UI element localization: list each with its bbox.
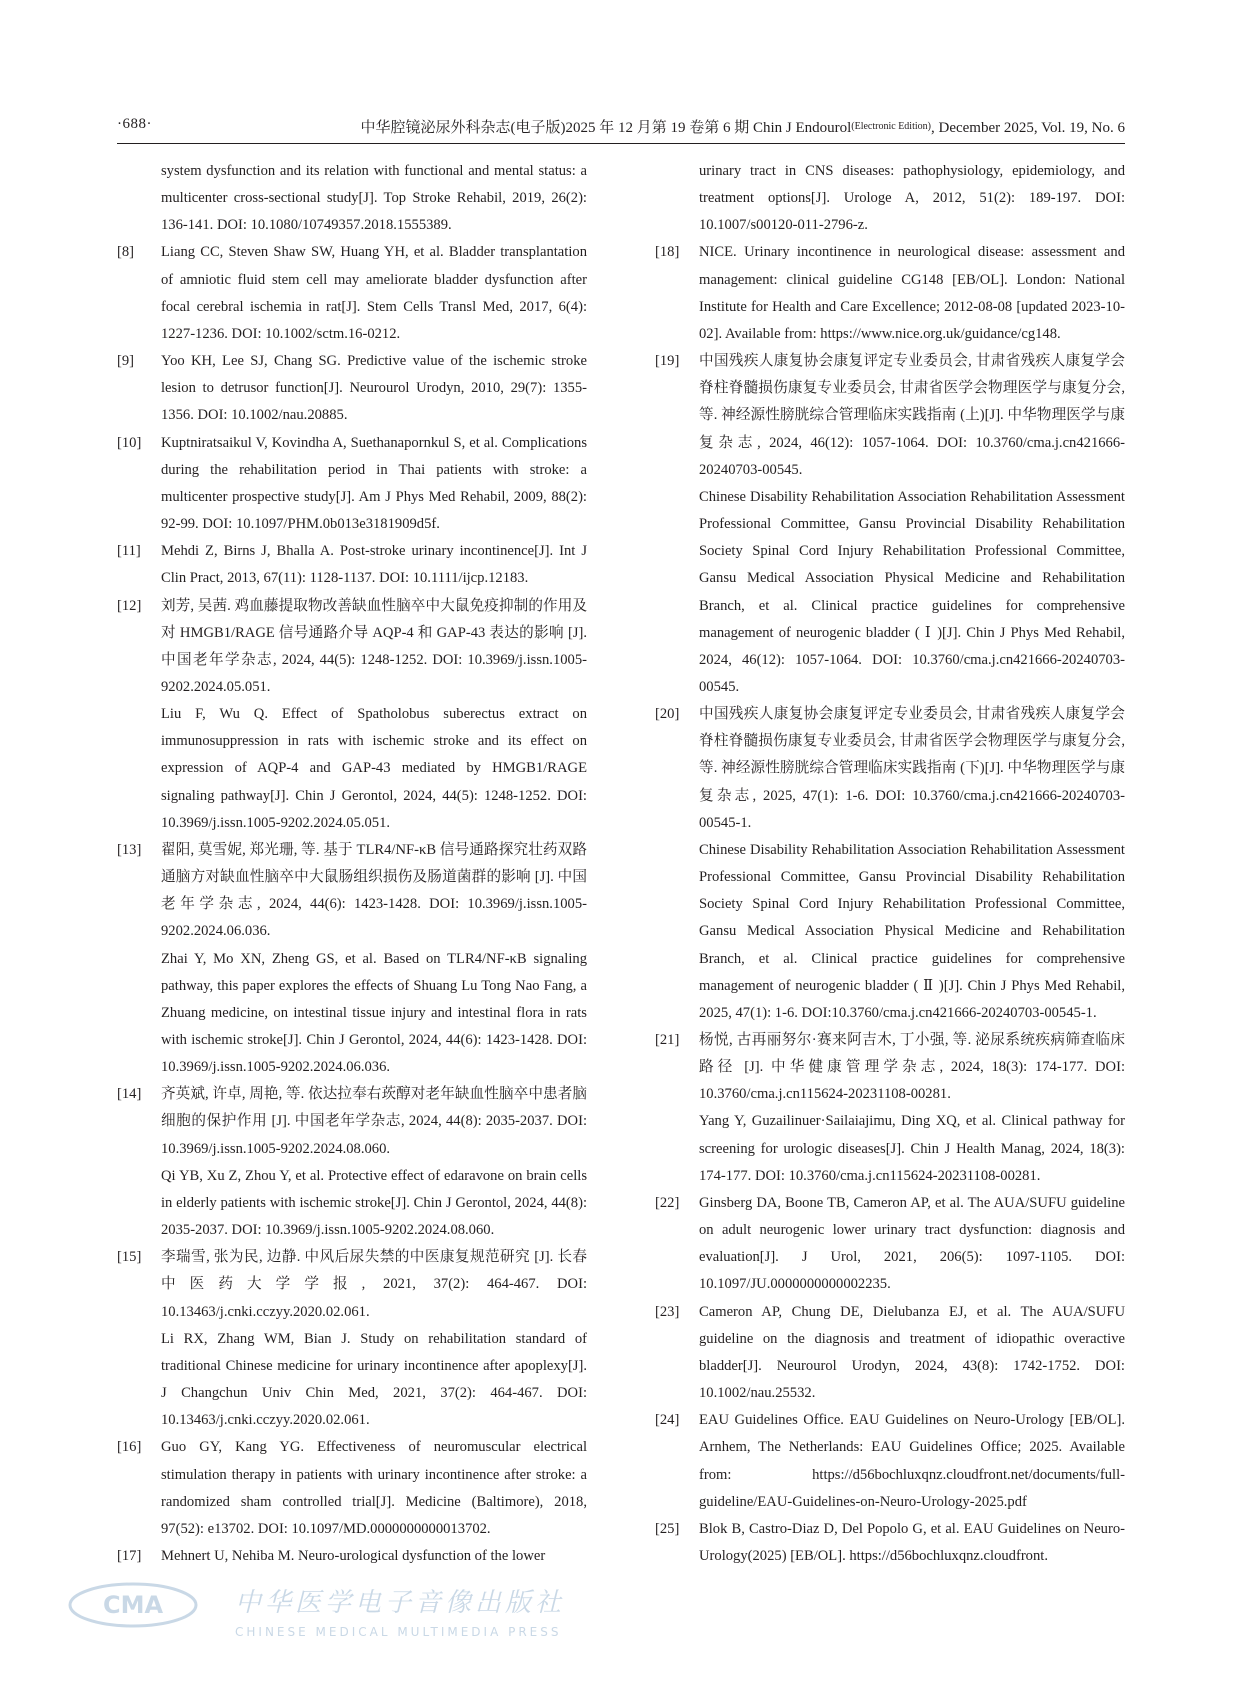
reference-column-left [117, 158, 587, 1570]
reference-text: 中国残疾人康复协会康复评定专业委员会, 甘肃省残疾人康复学会脊柱脊髓损伤康复专业委员会, 甘肃省医学会物理医学与康复分会, 等. 神经源性膀胱综合管理临床实践指南 (上)[J]. 中华物理医学与康复杂志, 2024, 46(12): 1057-1064. DOI: 10.3760/cma.j.cn421666-20240703-00545. [699, 353, 1125, 478]
reference-text: 李瑞雪, 张为民, 边静. 中风后尿失禁的中医康复规范研究 [J]. 长春中医药大学学报, 2021, 37(2): 464-467. DOI: 10.13463/j.cnki.cczyy.2020.02.061. [161, 1249, 587, 1320]
reference-item [655, 1299, 1125, 1408]
reference-number: [10] [117, 434, 142, 451]
publisher-name-en: CHINESE MEDICAL MULTIMEDIA PRESS [235, 1625, 562, 1639]
reference-item [117, 348, 587, 429]
reference-number: [23] [655, 1303, 680, 1320]
reference-text: Yoo KH, Lee SJ, Chang SG. Predictive value of the ischemic stroke lesion to detrusor function[J]. Neurourol Urodyn, 2010, 29(7): 1355-1356. DOI: 10.1002/nau.20885. [161, 353, 587, 424]
reference-number: [18] [655, 244, 680, 261]
reference-number: [17] [117, 1547, 142, 1564]
reference-item [655, 701, 1125, 1027]
reference-number: [14] [117, 1086, 142, 1103]
reference-text: EAU Guidelines Office. EAU Guidelines on Neuro-Urology [EB/OL]. Arnhem, The Netherlands: EAU Guidelines Office; 2025. Available from: https://d56bochluxqnz.cloudfront.net/documents/full-guideline/EAU-Guidelines-on-Neuro-Urology-2025.pdf [699, 1412, 1125, 1510]
reference-text: Qi YB, Xu Z, Zhou Y, et al. Protective effect of edaravone on brain cells in elderly patients with ischemic stroke[J]. Chin J Gerontol, 2024, 44(8): 2035-2037. DOI: 10.3969/j.issn.1005-9202.2024.08.060. [161, 1167, 587, 1239]
journal-date: , December 2025, Vol. 19, No. 6 [930, 120, 1125, 136]
journal-citation [360, 116, 1125, 137]
reference-text: urinary tract in CNS diseases: pathophysiology, epidemiology, and treatment options[J]. Urologe A, 2012, 51(2): 189-197. DOI: 10.1007/s00120-011-2796-z. [699, 163, 1125, 234]
reference-text: Mehdi Z, Birns J, Bhalla A. Post-stroke urinary incontinence[J]. Int J Clin Pract, 2013, 67(11): 1128-1137. DOI: 10.1111/ijcp.12183. [161, 543, 587, 587]
header-rule [117, 143, 1125, 144]
reference-text: Kuptniratsaikul V, Kovindha A, Suethanapornkul S, et al. Complications during the rehabilitation period in Thai patients with stroke: a multicenter prospective study[J]. Am J Phys Med Rehabil, 2009, 88(2): 92-99. DOI: 10.1097/PHM.0b013e3181909d5f. [161, 434, 587, 533]
reference-item [655, 239, 1125, 348]
reference-item [117, 1081, 587, 1244]
reference-text: 杨悦, 古再丽努尔·赛来阿吉木, 丁小强, 等. 泌尿系统疾病筛查临床路径 [J]. 中华健康管理学杂志, 2024, 18(3): 174-177. DOI: 10.3760/cma.j.cn115624-20231108-00281. [699, 1032, 1125, 1103]
reference-number: [15] [117, 1249, 142, 1266]
reference-number: [22] [655, 1194, 680, 1211]
reference-item [655, 1190, 1125, 1299]
reference-item [117, 239, 587, 348]
reference-text: 齐英斌, 许卓, 周艳, 等. 依达拉奉右莰醇对老年缺血性脑卒中患者脑细胞的保护作用 [J]. 中国老年学杂志, 2024, 44(8): 2035-2037. DOI: 10.3969/j.issn.1005-9202.2024.08.060. [161, 1086, 587, 1157]
publisher-logo [68, 1582, 198, 1628]
reference-number: [8] [117, 244, 135, 261]
reference-text: Chinese Disability Rehabilitation Association Rehabilitation Assessment Professional Committee, Gansu Provincial Disability Rehabilitation Society Spinal Cord Injury Rehabilitation Professional Committee, Gansu Medical Association Physical Medicine and Rehabilitation Branch, et al. Clinical practice guidelines for comprehensive management of neurogenic bladder ( Ⅰ )[J]. Chin J Phys Med Rehabil, 2024, 46(12): 1057-1064. DOI: 10.3760/cma.j.cn421666-20240703-00545. [699, 488, 1125, 695]
reference-item [117, 837, 587, 1081]
reference-number: [19] [655, 353, 680, 370]
reference-text: 翟阳, 莫雪妮, 郑光珊, 等. 基于 TLR4/NF-κB 信号通路探究壮药双路通脑方对缺血性脑卒中大鼠肠组织损伤及肠道菌群的影响 [J]. 中国老年学杂志, 2024, 44(6): 1423-1428. DOI: 10.3969/j.issn.1005-9202.2024.06.036. [161, 841, 587, 940]
publisher-name-cn: 中华医学电子音像出版社 [235, 1588, 566, 1618]
reference-item [655, 1516, 1125, 1570]
page-header [117, 116, 1125, 140]
reference-number: [12] [117, 597, 142, 614]
reference-text: Guo GY, Kang YG. Effectiveness of neuromuscular electrical stimulation therapy in patients with urinary incontinence after stroke: a randomized sham controlled trial[J]. Medicine (Baltimore), 2018, 97(52): e13702. DOI: 10.1097/MD.0000000000013702. [161, 1439, 587, 1537]
reference-item [117, 158, 587, 239]
reference-text: Mehnert U, Nehiba M. Neuro-urological dysfunction of the lower [161, 1547, 546, 1564]
reference-text: Liu F, Wu Q. Effect of Spatholobus suberectus extract on immunosuppression in rats with ischemic stroke and its effect on expression of AQP-4 and GAP-43 mediated by HMGB1/RAGE signaling pathway[J]. Chin J Gerontol, 2024, 44(5): 1248-1252. DOI: 10.3969/j.issn.1005-9202.2024.05.051. [161, 706, 587, 831]
reference-number: [11] [117, 543, 141, 560]
reference-text: 刘芳, 吴茜. 鸡血藤提取物改善缺血性脑卒中大鼠免疫抑制的作用及对 HMGB1/RAGE 信号通路介导 AQP-4 和 GAP-43 表达的影响 [J]. 中国老年学杂志, 2024, 44(5): 1248-1252. DOI: 10.3969/j.issn.1005-9202.2024.05.051. [161, 597, 587, 695]
reference-item [117, 1244, 587, 1434]
reference-text: Zhai Y, Mo XN, Zheng GS, et al. Based on TLR4/NF-κB signaling pathway, this paper explores the effects of Shuang Lu Tong Nao Fang, a Zhuang medicine, on intestinal tissue injury and intestinal flora in rats with ischemic stroke[J]. Chin J Gerontol, 2024, 44(6): 1423-1428. DOI: 10.3969/j.issn.1005-9202.2024.06.036. [161, 950, 587, 1076]
reference-number: [16] [117, 1439, 142, 1456]
reference-item [117, 593, 587, 837]
reference-item [655, 1407, 1125, 1516]
reference-text: Chinese Disability Rehabilitation Association Rehabilitation Assessment Professional Committee, Gansu Provincial Disability Rehabilitation Society Spinal Cord Injury Rehabilitation Professional Committee, Gansu Medical Association Physical Medicine and Rehabilitation Branch, et al. Clinical practice guidelines for comprehensive management of neurogenic bladder ( Ⅱ )[J]. Chin J Phys Med Rehabil, 2025, 47(1): 1-6. DOI:10.3760/cma.j.cn421666-20240703-00545-1. [699, 841, 1125, 1021]
reference-item [117, 1543, 587, 1570]
reference-number: [24] [655, 1412, 680, 1429]
logo-text: CMA [102, 1591, 164, 1619]
reference-item [655, 1027, 1125, 1190]
reference-item [117, 1434, 587, 1543]
journal-edition: (Electronic Edition) [851, 121, 931, 132]
reference-number: [20] [655, 706, 680, 723]
reference-text: Cameron AP, Chung DE, Dielubanza EJ, et al. The AUA/SUFU guideline on the diagnosis and treatment of idiopathic overactive bladder[J]. Neurourol Urodyn, 2024, 43(8): 1742-1752. DOI: 10.1002/nau.25532. [699, 1303, 1125, 1402]
reference-item [117, 430, 587, 539]
journal-main: 中华腔镜泌尿外科杂志(电子版)2025 年 12 月第 19 卷第 6 期 Chin J Endourol [360, 120, 852, 136]
reference-number: [9] [117, 353, 135, 370]
reference-text: Yang Y, Guzailinuer·Sailaiajimu, Ding XQ, et al. Clinical pathway for screening for urologic diseases[J]. Chin J Health Manag, 2024, 18(3): 174-177. DOI: 10.3760/cma.j.cn115624-20231108-00281. [699, 1113, 1125, 1184]
reference-item [117, 538, 587, 592]
reference-text: Ginsberg DA, Boone TB, Cameron AP, et al. The AUA/SUFU guideline on adult neurogenic lower urinary tract dysfunction: diagnosis and evaluation[J]. J Urol, 2021, 206(5): 1097-1105. DOI: 10.1097/JU.0000000000002235. [699, 1194, 1125, 1293]
reference-text: 中国残疾人康复协会康复评定专业委员会, 甘肃省残疾人康复学会脊柱脊髓损伤康复专业委员会, 甘肃省医学会物理医学与康复分会, 等. 神经源性膀胱综合管理临床实践指南 (下)[J]. 中华物理医学与康复杂志, 2025, 47(1): 1-6. DOI: 10.3760/cma.j.cn421666-20240703-00545-1. [699, 706, 1125, 831]
reference-number: [13] [117, 841, 142, 858]
reference-text: Blok B, Castro-Diaz D, Del Popolo G, et al. EAU Guidelines on Neuro-Urology(2025) [EB/OL]. https://d56bochluxqnz.cloudfront. [699, 1520, 1125, 1564]
reference-item [655, 158, 1125, 239]
reference-column-right [655, 158, 1125, 1570]
reference-text: Liang CC, Steven Shaw SW, Huang YH, et al. Bladder transplantation of amniotic fluid stem cell may ameliorate bladder dysfunction after focal cerebral ischemia in rat[J]. Stem Cells Transl Med, 2017, 6(4): 1227-1236. DOI: 10.1002/sctm.16-0212. [161, 244, 587, 342]
reference-number: [21] [655, 1032, 680, 1048]
reference-item [655, 348, 1125, 701]
reference-text: system dysfunction and its relation with functional and mental status: a multicenter cross-sectional study[J]. Top Stroke Rehabil, 2019, 26(2): 136-141. DOI: 10.1080/10749357.2018.1555389. [161, 163, 587, 234]
reference-number: [25] [655, 1520, 680, 1537]
reference-text: NICE. Urinary incontinence in neurological disease: assessment and management: clinical guideline CG148 [EB/OL]. London: National Institute for Health and Care Excellence; 2012-08-08 [updated 2023-10-02]. Available from: https://www.nice.org.uk/guidance/cg148. [699, 244, 1125, 342]
page-number: ·688· [117, 116, 152, 132]
reference-text: Li RX, Zhang WM, Bian J. Study on rehabilitation standard of traditional Chinese medicine for urinary incontinence after apoplexy[J]. J Changchun Univ Chin Med, 2021, 37(2): 464-467. DOI: 10.13463/j.cnki.cczyy.2020.02.061. [161, 1330, 587, 1429]
